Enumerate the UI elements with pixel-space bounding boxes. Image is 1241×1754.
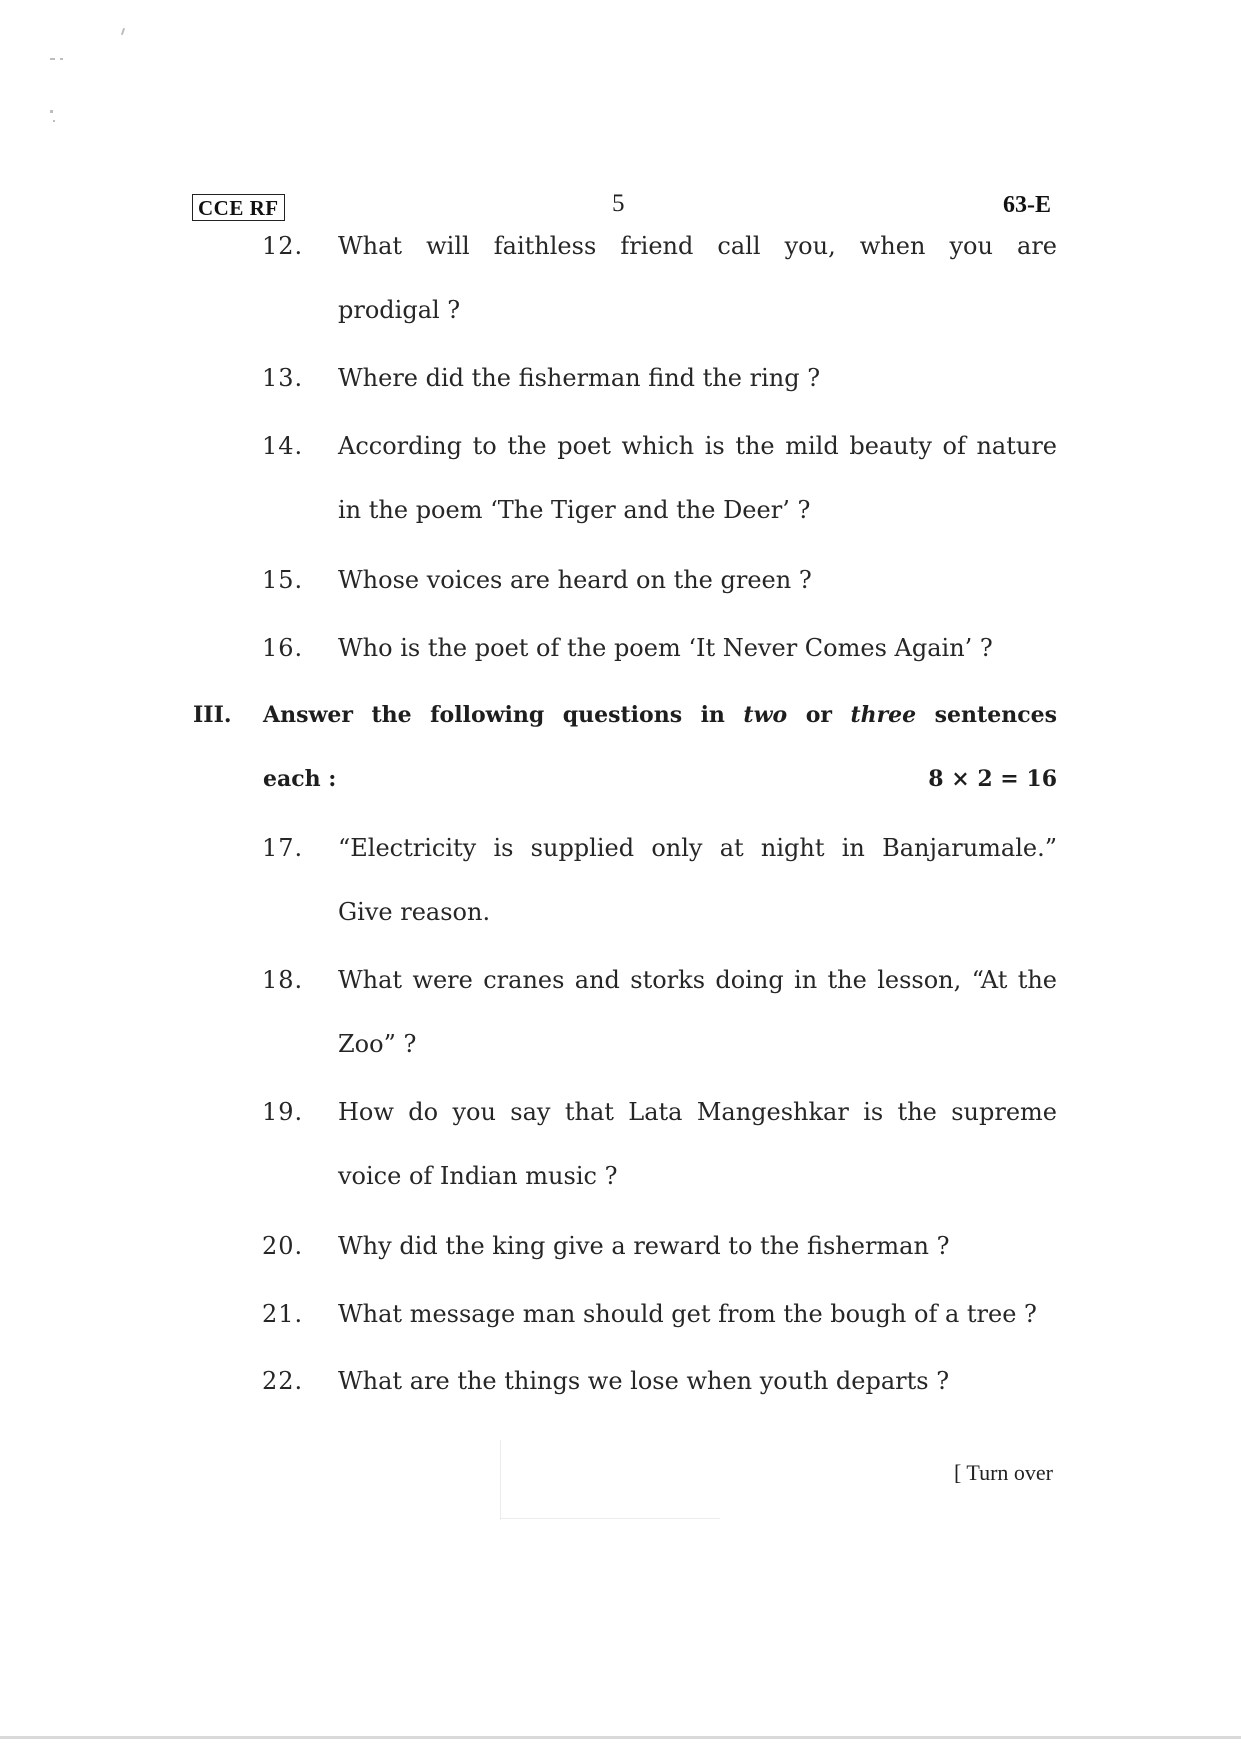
question-12 <box>262 214 1057 342</box>
question-13 <box>262 346 1057 410</box>
question-number: 16. <box>262 634 304 662</box>
question-text-line2: voice of Indian music ? <box>338 1162 618 1190</box>
question-text-line1: What will faithless friend call you, when you are <box>338 232 1057 260</box>
question-number: 19. <box>262 1098 304 1126</box>
scan-speck <box>60 58 63 60</box>
section-instruction-line1 <box>263 683 1057 747</box>
instruction-three: three <box>850 702 917 728</box>
instruction-each: each : <box>263 766 337 792</box>
question-text-line1: According to the poet which is the mild beauty of nature <box>338 432 1057 460</box>
exam-code-box: CCE RF <box>192 194 285 221</box>
question-number: 14. <box>262 432 304 460</box>
question-text-line1: “Electricity is supplied only at night in Banjarumale.” <box>338 834 1057 862</box>
question-16 <box>262 616 1057 680</box>
section-instruction-line2 <box>263 747 1057 811</box>
question-text-line2: Zoo” ? <box>338 1030 417 1058</box>
question-number: 15. <box>262 566 304 594</box>
question-number: 21. <box>262 1300 304 1328</box>
question-text: Whose voices are heard on the green ? <box>338 566 812 594</box>
instruction-two: two <box>743 702 788 728</box>
section-roman-numeral: III. <box>193 702 232 728</box>
page-number: 5 <box>612 190 625 217</box>
question-20 <box>262 1214 1057 1278</box>
question-19 <box>262 1080 1057 1208</box>
instruction-or: or <box>805 702 832 728</box>
scan-speck <box>121 28 125 35</box>
scan-artifact-line <box>500 1440 501 1520</box>
scan-artifact-line <box>500 1518 720 1519</box>
question-number: 18. <box>262 966 304 994</box>
question-14 <box>262 414 1057 542</box>
question-text-line1: What were cranes and storks doing in the lesson, “At the <box>338 966 1057 994</box>
section-marks: 8 × 2 = 16 <box>928 766 1057 792</box>
question-22 <box>262 1349 1057 1413</box>
instruction-start: Answer the following questions in <box>263 702 725 728</box>
scan-speck <box>50 110 53 113</box>
question-number: 12. <box>262 232 304 260</box>
question-17 <box>262 816 1057 944</box>
question-number: 13. <box>262 364 304 392</box>
question-15 <box>262 548 1057 612</box>
instruction-end: sentences <box>934 702 1057 728</box>
question-text-line2: in the poem ‘The Tiger and the Deer’ ? <box>338 496 811 524</box>
question-21 <box>262 1282 1057 1346</box>
turn-over-note: [ Turn over <box>953 1460 1053 1485</box>
question-text: Who is the poet of the poem ‘It Never Comes Again’ ? <box>338 634 993 662</box>
question-18 <box>262 948 1057 1076</box>
section-III-heading <box>193 683 1057 811</box>
question-text: What are the things we lose when youth departs ? <box>338 1367 950 1395</box>
scan-speck <box>50 58 55 60</box>
question-text-line2: Give reason. <box>338 898 491 926</box>
question-text: What message man should get from the bough of a tree ? <box>338 1300 1037 1328</box>
paper-code: 63-E <box>1003 192 1051 218</box>
question-text: Why did the king give a reward to the fisherman ? <box>338 1232 950 1260</box>
question-number: 20. <box>262 1232 304 1260</box>
bottom-scan-edge <box>0 1736 1241 1739</box>
question-text: Where did the fisherman find the ring ? <box>338 364 821 392</box>
scan-speck <box>53 120 55 122</box>
question-number: 17. <box>262 834 304 862</box>
question-number: 22. <box>262 1367 304 1395</box>
question-text-line2: prodigal ? <box>338 296 461 324</box>
question-text-line1: How do you say that Lata Mangeshkar is the supreme <box>338 1098 1057 1126</box>
